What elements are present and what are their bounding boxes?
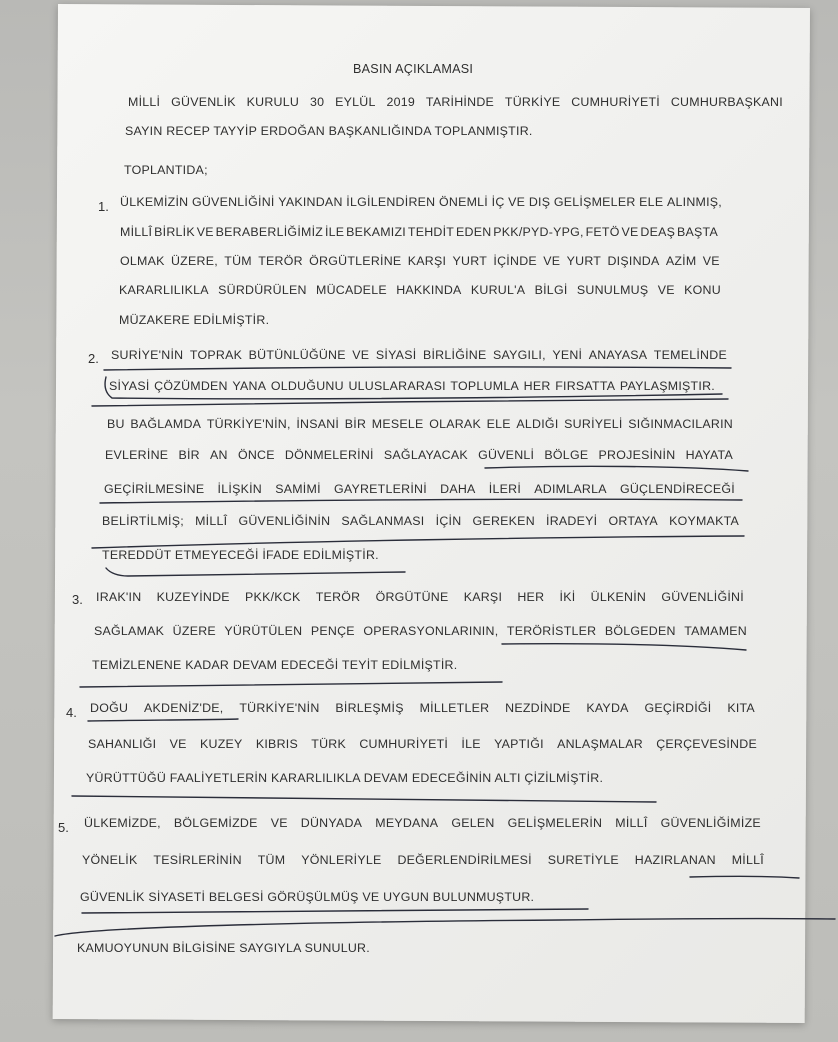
item-line: BELİRTİLMİŞ; MİLLÎ GÜVENLİĞİNİN SAĞLANMASI İÇİN GEREKEN İRADEYİ ORTAYA KOYMAKTA <box>102 514 739 528</box>
item-line: MÜZAKERE EDİLMİŞTİR. <box>119 313 270 327</box>
intro-line: SAYIN RECEP TAYYİP ERDOĞAN BAŞKANLIĞINDA TOPLANMIŞTIR. <box>125 124 533 138</box>
closing-line: KAMUOYUNUN BİLGİSİNE SAYGIYLA SUNULUR. <box>77 941 370 955</box>
item-line: IRAK'IN KUZEYİNDE PKK/KCK TERÖR ÖRGÜTÜNE KARŞI HER İKİ ÜLKENİN GÜVENLİĞİNİ <box>96 590 744 604</box>
intro-line: MİLLİ GÜVENLİK KURULU 30 EYLÜL 2019 TARİHİNDE TÜRKİYE CUMHURİYETİ CUMHURBAŞKANI <box>128 95 783 109</box>
item-line: GEÇİRİLMESİNE İLİŞKİN SAMİMİ GAYRETLERİNİ DAHA İLERİ ADIMLARLA GÜÇLENDİRECEĞİ <box>104 482 735 496</box>
item-line: ÜLKEMİZİN GÜVENLİĞİNİ YAKINDAN İLGİLENDİREN ÖNEMLİ İÇ VE DIŞ GELİŞMELER ELE ALINMIŞ, <box>120 195 722 209</box>
meeting-label: TOPLANTIDA; <box>124 163 208 177</box>
item-line: SURİYE'NİN TOPRAK BÜTÜNLÜĞÜNE VE SİYASİ BİRLİĞİNE SAYGILI, YENİ ANAYASA TEMELİNDE <box>111 348 727 362</box>
item-number: 4. <box>66 705 77 720</box>
item-line: MİLLÎ BİRLİK VE BERABERLİĞİMİZ İLE BEKAMIZI TEHDİT EDEN PKK/PYD-YPG, FETÖ VE DEAŞ BAŞTA <box>120 225 718 239</box>
item-line: GÜVENLİK SİYASETİ BELGESİ GÖRÜŞÜLMÜŞ VE UYGUN BULUNMUŞTUR. <box>80 890 535 904</box>
item-line: KARARLILIKLA SÜRDÜRÜLEN MÜCADELE HAKKINDA KURUL'A BİLGİ SUNULMUŞ VE KONU <box>119 283 721 297</box>
item-line: BU BAĞLAMDA TÜRKİYE'NİN, İNSANİ BİR MESELE OLARAK ELE ALDIĞI SURİYELİ SIĞINMACILARIN <box>107 417 733 431</box>
item-line: EVLERİNE BİR AN ÖNCE DÖNMELERİNİ SAĞLAYACAK GÜVENLİ BÖLGE PROJESİNİN HAYATA <box>105 448 733 462</box>
item-line: TEMİZLENENE KADAR DEVAM EDECEĞİ TEYİT EDİLMİŞTİR. <box>92 658 458 672</box>
item-line: SAHANLIĞI VE KUZEY KIBRIS TÜRK CUMHURİYETİ İLE YAPTIĞI ANLAŞMALAR ÇERÇEVESİNDE <box>88 737 757 751</box>
item-number: 1. <box>98 199 109 214</box>
item-line: TEREDDÜT ETMEYECEĞİ İFADE EDİLMİŞTİR. <box>102 548 379 562</box>
item-number: 3. <box>72 592 83 607</box>
item-line: YÜRÜTTÜĞÜ FAALİYETLERİN KARARLILIKLA DEVAM EDECEĞİNİN ALTI ÇİZİLMİŞTİR. <box>86 771 604 785</box>
item-number: 5. <box>58 820 69 835</box>
item-line: SAĞLAMAK ÜZERE YÜRÜTÜLEN PENÇE OPERASYONLARININ, TERÖRİSTLER BÖLGEDEN TAMAMEN <box>94 624 747 638</box>
item-line: OLMAK ÜZERE, TÜM TERÖR ÖRGÜTLERİNE KARŞI YURT İÇİNDE VE YURT DIŞINDA AZİM VE <box>120 254 720 268</box>
document-title: BASIN AÇIKLAMASI <box>353 62 474 76</box>
item-line: YÖNELİK TESİRLERİNİN TÜM YÖNLERİYLE DEĞERLENDİRİLMESİ SURETİYLE HAZIRLANAN MİLLÎ <box>82 853 764 867</box>
item-number: 2. <box>88 351 99 366</box>
item-line: DOĞU AKDENİZ'DE, TÜRKİYE'NİN BİRLEŞMİŞ MİLLETLER NEZDİNDE KAYDA GEÇİRDİĞİ KITA <box>90 701 755 715</box>
item-line: SİYASİ ÇÖZÜMDEN YANA OLDUĞUNU ULUSLARARASI TOPLUMLA HER FIRSATTA PAYLAŞMIŞTIR. <box>109 379 715 393</box>
item-line: ÜLKEMİZDE, BÖLGEMİZDE VE DÜNYADA MEYDANA GELEN GELİŞMELERİN MİLLÎ GÜVENLİĞİMİZE <box>84 816 761 830</box>
